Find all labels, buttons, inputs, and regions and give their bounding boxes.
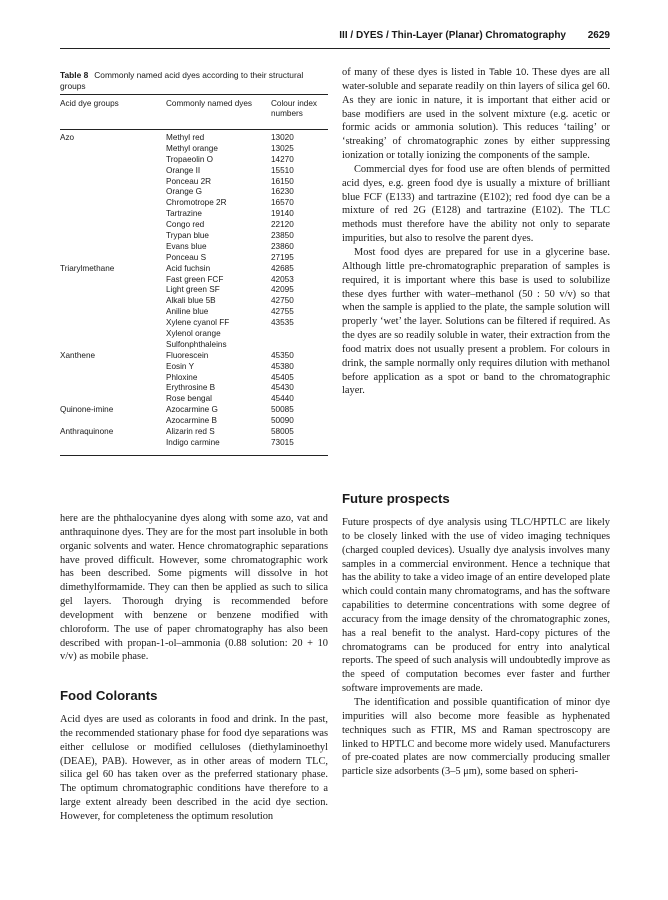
table-cell: 23850 [271, 231, 294, 241]
table-row [60, 383, 328, 394]
paragraph: Commercial dyes for food use are often blends of permitted acid dyes, e.g. green food dye is usually a mixture of brilliant blue FCF (E133) and tartrazine (E102); red food dye can be a mixture of red 2G (E128) and tartrazine (E102). The TLC methods must therefore have the ability not only to separate impurities, but also to resolve the parent dyes. [342, 163, 610, 245]
table-cell: 58005 [271, 427, 294, 437]
table-row [60, 318, 328, 329]
table-cell: Orange G [166, 187, 202, 197]
table-cell: 45405 [271, 372, 294, 382]
table-row [60, 427, 328, 438]
paragraph-text: of many of these dyes is listed in [342, 67, 486, 78]
future-prospects-text [342, 516, 610, 779]
table-header-cell: Colour index numbers [271, 99, 317, 118]
table-row [60, 155, 328, 166]
table-header-cell: Commonly named dyes [166, 99, 253, 108]
table-row [60, 177, 328, 188]
left-column-text [60, 512, 328, 664]
table-row [60, 307, 328, 318]
table-cell: 45380 [271, 361, 294, 371]
table-cell: Fast green FCF [166, 274, 224, 284]
table-cell: 27195 [271, 252, 294, 262]
table-row [60, 264, 328, 275]
paragraph: Most food dyes are prepared for use in a glycerine base. Although little pre-chromatographic preparation of samples is required, it is important where this base is used to solubilize these dyes further with water–methanol (50 : 50 v/v) so that when the sample is applied to the plate, the sample solution will properly ‘wet’ the layer. Solutions can be filtered if required. As the dyes are so readily soluble in water, their extraction from the food matrix does not usually present a problem. For colours in drink, the sample normally only requires dilution with methanol before application as a spot or band to the chromatographic layer. [342, 246, 610, 397]
table-cell: Tropaeolin O [166, 154, 214, 164]
table-row [60, 133, 328, 144]
table-row [60, 275, 328, 286]
table-cell: 22120 [271, 220, 294, 230]
page-number: 2629 [587, 30, 610, 41]
table-row [60, 209, 328, 220]
table-cell: Aniline blue [166, 307, 209, 317]
table-header-cell: Acid dye groups [60, 99, 119, 108]
table-row [60, 373, 328, 384]
table-header [60, 95, 328, 130]
table-cell: Anthraquinone [60, 427, 114, 437]
table-cell: 43535 [271, 318, 294, 328]
table-row [60, 198, 328, 209]
table-row [60, 329, 328, 340]
table-cell: Xylenol orange [166, 329, 221, 339]
table-cell: Sulfonphthaleins [166, 339, 227, 349]
table-cell: 45430 [271, 383, 294, 393]
table-cell: Light green SF [166, 285, 220, 295]
section-heading-future-prospects: Future prospects [342, 491, 450, 506]
table-cell: Indigo carmine [166, 437, 220, 447]
table-cell: Azo [60, 133, 75, 142]
table-cell: Erythrosine B [166, 383, 216, 393]
table-row [60, 144, 328, 155]
table-cell: Xylene cyanol FF [166, 318, 230, 328]
table-cell: Xanthene [60, 350, 96, 360]
table-cell: Azocarmine G [166, 405, 218, 415]
table-row [60, 416, 328, 427]
table-cell: Chromotrope 2R [166, 198, 227, 208]
table-cell: Evans blue [166, 241, 207, 251]
table-row [60, 438, 328, 449]
table-cell: 42053 [271, 274, 294, 284]
section-heading-food-colorants: Food Colorants [60, 688, 158, 703]
table-cell: Triarylmethane [60, 263, 115, 273]
table-body [60, 130, 328, 455]
table-cell: 45350 [271, 350, 294, 360]
table-caption [60, 70, 328, 92]
table-row [60, 242, 328, 253]
table-cell: Fluorescein [166, 350, 209, 360]
table-cell: 19140 [271, 209, 294, 219]
table-row [60, 405, 328, 416]
table-cell: Tartrazine [166, 209, 202, 219]
table-row [60, 187, 328, 198]
table-cell: Eosin Y [166, 361, 195, 371]
table-row [60, 285, 328, 296]
table-row [60, 231, 328, 242]
table-cell: 42755 [271, 307, 294, 317]
table-cell: 45440 [271, 394, 294, 404]
table-row [60, 220, 328, 231]
table-cell: Ponceau S [166, 252, 207, 262]
table-row [60, 362, 328, 373]
table-cell: Quinone-imine [60, 405, 114, 415]
table-cell: Methyl red [166, 133, 205, 142]
table-cell: 50085 [271, 405, 294, 415]
table-cell: Orange II [166, 165, 201, 175]
table-cell: Congo red [166, 220, 205, 230]
table-row [60, 253, 328, 264]
table-cell: Ponceau 2R [166, 176, 212, 186]
table-cell: 50090 [271, 416, 294, 426]
table-reference: Table 10 [489, 67, 527, 78]
acid-dye-table [60, 94, 328, 456]
paragraph: The identification and possible quantification of minor dye impurities will also become more feasible as hyphenated techniques such as FTIR, MS and Raman spectroscopy are linked to HPTLC and become more widely used. Manufacturers of pre-coated plates are now commercially producing smaller particle size adsorbents (3–5 μm), some based on spheri- [342, 696, 610, 778]
table-cell: 16570 [271, 198, 294, 208]
table-cell: Phloxine [166, 372, 198, 382]
table-cell: 23860 [271, 241, 294, 251]
table-cell: Alkali blue 5B [166, 296, 216, 306]
running-header [60, 30, 610, 49]
table-row [60, 296, 328, 307]
paragraph-text: . These dyes are all water-soluble and separate readily on thin layers of silica gel 60. As they are ionic in nature, it is important that either acid or base modifiers are used in the solvent mixture (e.g. acetic or formic acids or ammonia solution). This reduces ‘tailing’ or ‘streaking’ of chromatographic zones by either suppressing ionization or totally ionizing the components of the sample. [342, 67, 610, 162]
table-cell: Trypan blue [166, 231, 209, 241]
table-cell: Alizarin red S [166, 427, 215, 437]
running-title: III / DYES / Thin-Layer (Planar) Chromatography [339, 30, 566, 41]
table-row [60, 351, 328, 362]
table-cell: Azocarmine B [166, 416, 217, 426]
table-cell: 14270 [271, 154, 294, 164]
paragraph: here are the phthalocyanine dyes along with some azo, vat and anthraquinone dyes. They are for the most part insoluble in both organic solvents and water. Hence chromatographic separations have proved difficult. However, some chromatographic work has been described. Some pigments will dissolve in hot dimethylformamide. They can then be applied as such to silica gel layers. Thorough drying is recommended before development with benzene or benzene modified with chloroform. The use of paper chromatography has also been described with propan-1-ol–ammonia (0.88 solution: 20 + 10 v/v) as mobile phase. [60, 513, 328, 663]
table-cell: 42095 [271, 285, 294, 295]
table-cell: Acid fuchsin [166, 263, 211, 273]
table-row [60, 340, 328, 351]
table-cell: 42750 [271, 296, 294, 306]
paragraph [342, 66, 610, 163]
table-cell: 16150 [271, 176, 294, 186]
paragraph: Acid dyes are used as colorants in food and drink. In the past, the recommended stationary phase for food dye separations was either cellulose or modified celluloses (diethylaminoethyl (DEAE), PAB). However, as in other areas of modern TLC, silica gel 60 has taken over as the preferred stationary phase. The optimum chromatographic conditions have therefore to a large extent already been described in the acid dye section. However, for completeness the optimum resolution [60, 714, 328, 822]
food-colorants-text [60, 713, 328, 824]
table-cell: 42685 [271, 263, 294, 273]
paragraph: Future prospects of dye analysis using TLC/HPTLC are likely to be closely linked with the use of video imaging techniques (charged coupled devices). Usually dye analysis involves many samples in a commercial environment. Hence a technique that has the ability to take a video image of an entire developed plate which could contain many chromatograms, and has the software capabilities to determine concentrations with some degree of accuracy from the image density of the chromatographic zones, has a real benefit to the analyst. Hard-copy pictures of the chromatograms can be produced for entry into analytical reports. The speed of such analysis will undoubtedly improve as the speed of computation becomes ever faster and further software improvements are made. [342, 517, 610, 695]
table-cell: Rose bengal [166, 394, 212, 404]
table-cell: 13025 [271, 143, 294, 153]
table-row [60, 166, 328, 177]
table-cell: 73015 [271, 437, 294, 447]
table-cell: 15510 [271, 165, 294, 175]
table-row [60, 394, 328, 405]
table-caption-text: Commonly named acid dyes according to their structural groups [60, 70, 304, 91]
table-cell: Methyl orange [166, 143, 218, 153]
table-cell: 16230 [271, 187, 294, 197]
right-column-text [342, 66, 610, 398]
table-label: Table 8 [60, 70, 89, 80]
table-cell: 13020 [271, 133, 294, 142]
